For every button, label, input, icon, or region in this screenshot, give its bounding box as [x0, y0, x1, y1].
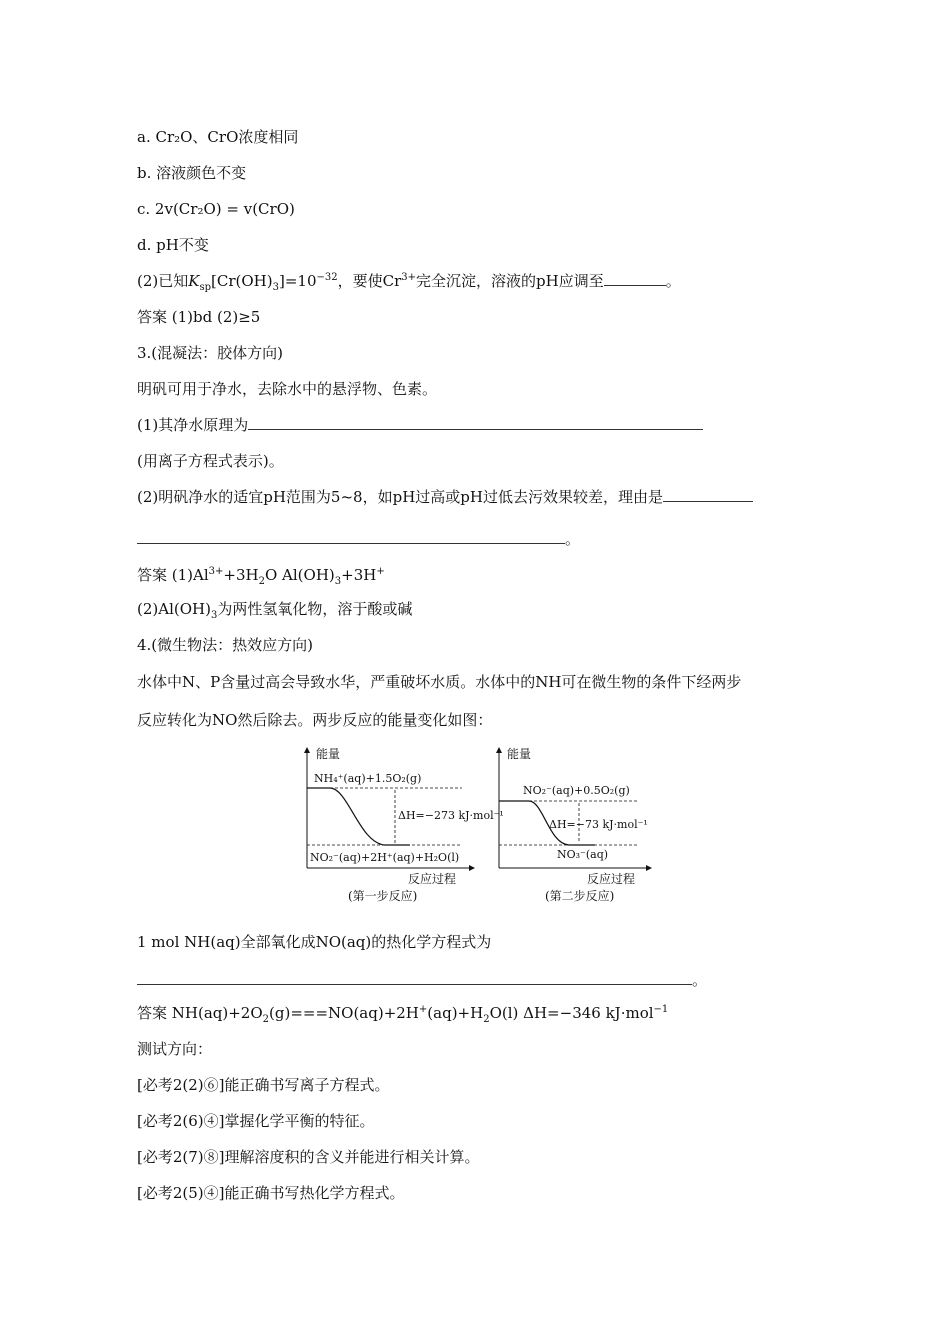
- energy-diagram-step2: [487, 744, 657, 906]
- answer-blank: [248, 415, 703, 430]
- test-direction-4: [必考2(5)④]能正确书写热化学方程式。: [137, 1184, 405, 1202]
- fig1-ylabel: 能量: [316, 747, 341, 761]
- option-d: d. pH不变: [137, 236, 209, 254]
- test-direction-1: [必考2(2)⑥]能正确书写离子方程式。: [137, 1076, 390, 1094]
- question-4: 1 mol NH(aq)全部氧化成NO(aq)的热化学方程式为: [137, 933, 492, 951]
- answer-4: 答案 $NH(aq)+2O_2(g)===NO(aq)+2H^+(aq)+H_2O(l)$ ΔH=−346 kJ·mol$^{-1}$: [137, 1004, 669, 1025]
- fig2-xlabel: 反应过程: [587, 872, 636, 886]
- section-3-intro: 明矾可用于净水，去除水中的悬浮物、色素。: [137, 380, 438, 398]
- energy-diagram-step1: [290, 744, 504, 906]
- fig1-xlabel: 反应过程: [408, 872, 457, 886]
- fig2-top-label: NO₂⁻(aq)+0.5O₂(g): [523, 784, 630, 797]
- option-c: c. 2v(Cr₂O) = v(CrO): [137, 200, 295, 218]
- fig1-curve: [307, 788, 410, 845]
- option-a: a. Cr₂O、CrO浓度相同: [137, 128, 299, 146]
- section-4-intro-2: 反应转化为NO然后除去。两步反应的能量变化如图：: [137, 711, 493, 729]
- fig2-dh-label: ΔH=−73 kJ·mol⁻¹: [549, 818, 648, 831]
- fig1-dh-label: ΔH=−273 kJ·mol⁻¹: [398, 809, 504, 822]
- section-4-heading: 4.(微生物法：热效应方向): [137, 636, 314, 654]
- fig2-bottom-label: NO₃⁻(aq): [557, 848, 609, 861]
- question-2-ksp: (2)已知$K_{sp}[Cr(OH)_3]=10^{-32}$，要使$Cr^{3+}$完全沉淀，溶液的pH应调至 。: [137, 272, 681, 293]
- answer-1: 答案 (1)bd (2)≥5: [137, 308, 261, 326]
- fig2-ylabel: 能量: [507, 747, 532, 761]
- fig1-bottom-label: NO₂⁻(aq)+2H⁺(aq)+H₂O(l): [310, 851, 460, 864]
- test-direction-3: [必考2(7)⑧]理解溶度积的含义并能进行相关计算。: [137, 1148, 480, 1166]
- test-direction-heading: 测试方向：: [137, 1040, 213, 1058]
- fig1-top-label: NH₄⁺(aq)+1.5O₂(g): [314, 772, 422, 785]
- question-3-2: (2)明矾净水的适宜pH范围为5~8，如pH过高或pH过低去污效果较差，理由是: [137, 487, 753, 507]
- section-4-intro-1: 水体中N、P含量过高会导致水华，严重破坏水质。水体中的NH可在微生物的条件下经两步: [137, 673, 742, 691]
- answer-3-1: 答案 $(1)Al^{3+}+3H_2O$ $Al(OH)_3+3H^+$: [137, 566, 385, 587]
- option-b: b. 溶液颜色不变: [137, 164, 247, 182]
- fig1-caption: (第一步反应): [348, 889, 418, 903]
- answer-blank: [663, 487, 753, 502]
- answer-blank: [137, 970, 692, 985]
- question-4-blank: 。: [137, 970, 707, 990]
- question-3-2-cont: 。: [137, 529, 580, 549]
- test-direction-2: [必考2(6)④]掌握化学平衡的特征。: [137, 1112, 375, 1130]
- fig2-caption: (第二步反应): [545, 889, 615, 903]
- answer-blank: [604, 271, 666, 286]
- answer-3-2: $(2)Al(OH)_3$为两性氢氧化物，溶于酸或碱: [137, 600, 413, 621]
- question-3-1-note: (用离子方程式表示)。: [137, 452, 284, 470]
- question-3-1: (1)其净水原理为: [137, 415, 703, 435]
- answer-blank: [137, 529, 565, 544]
- section-3-heading: 3.(混凝法：胶体方向): [137, 344, 284, 362]
